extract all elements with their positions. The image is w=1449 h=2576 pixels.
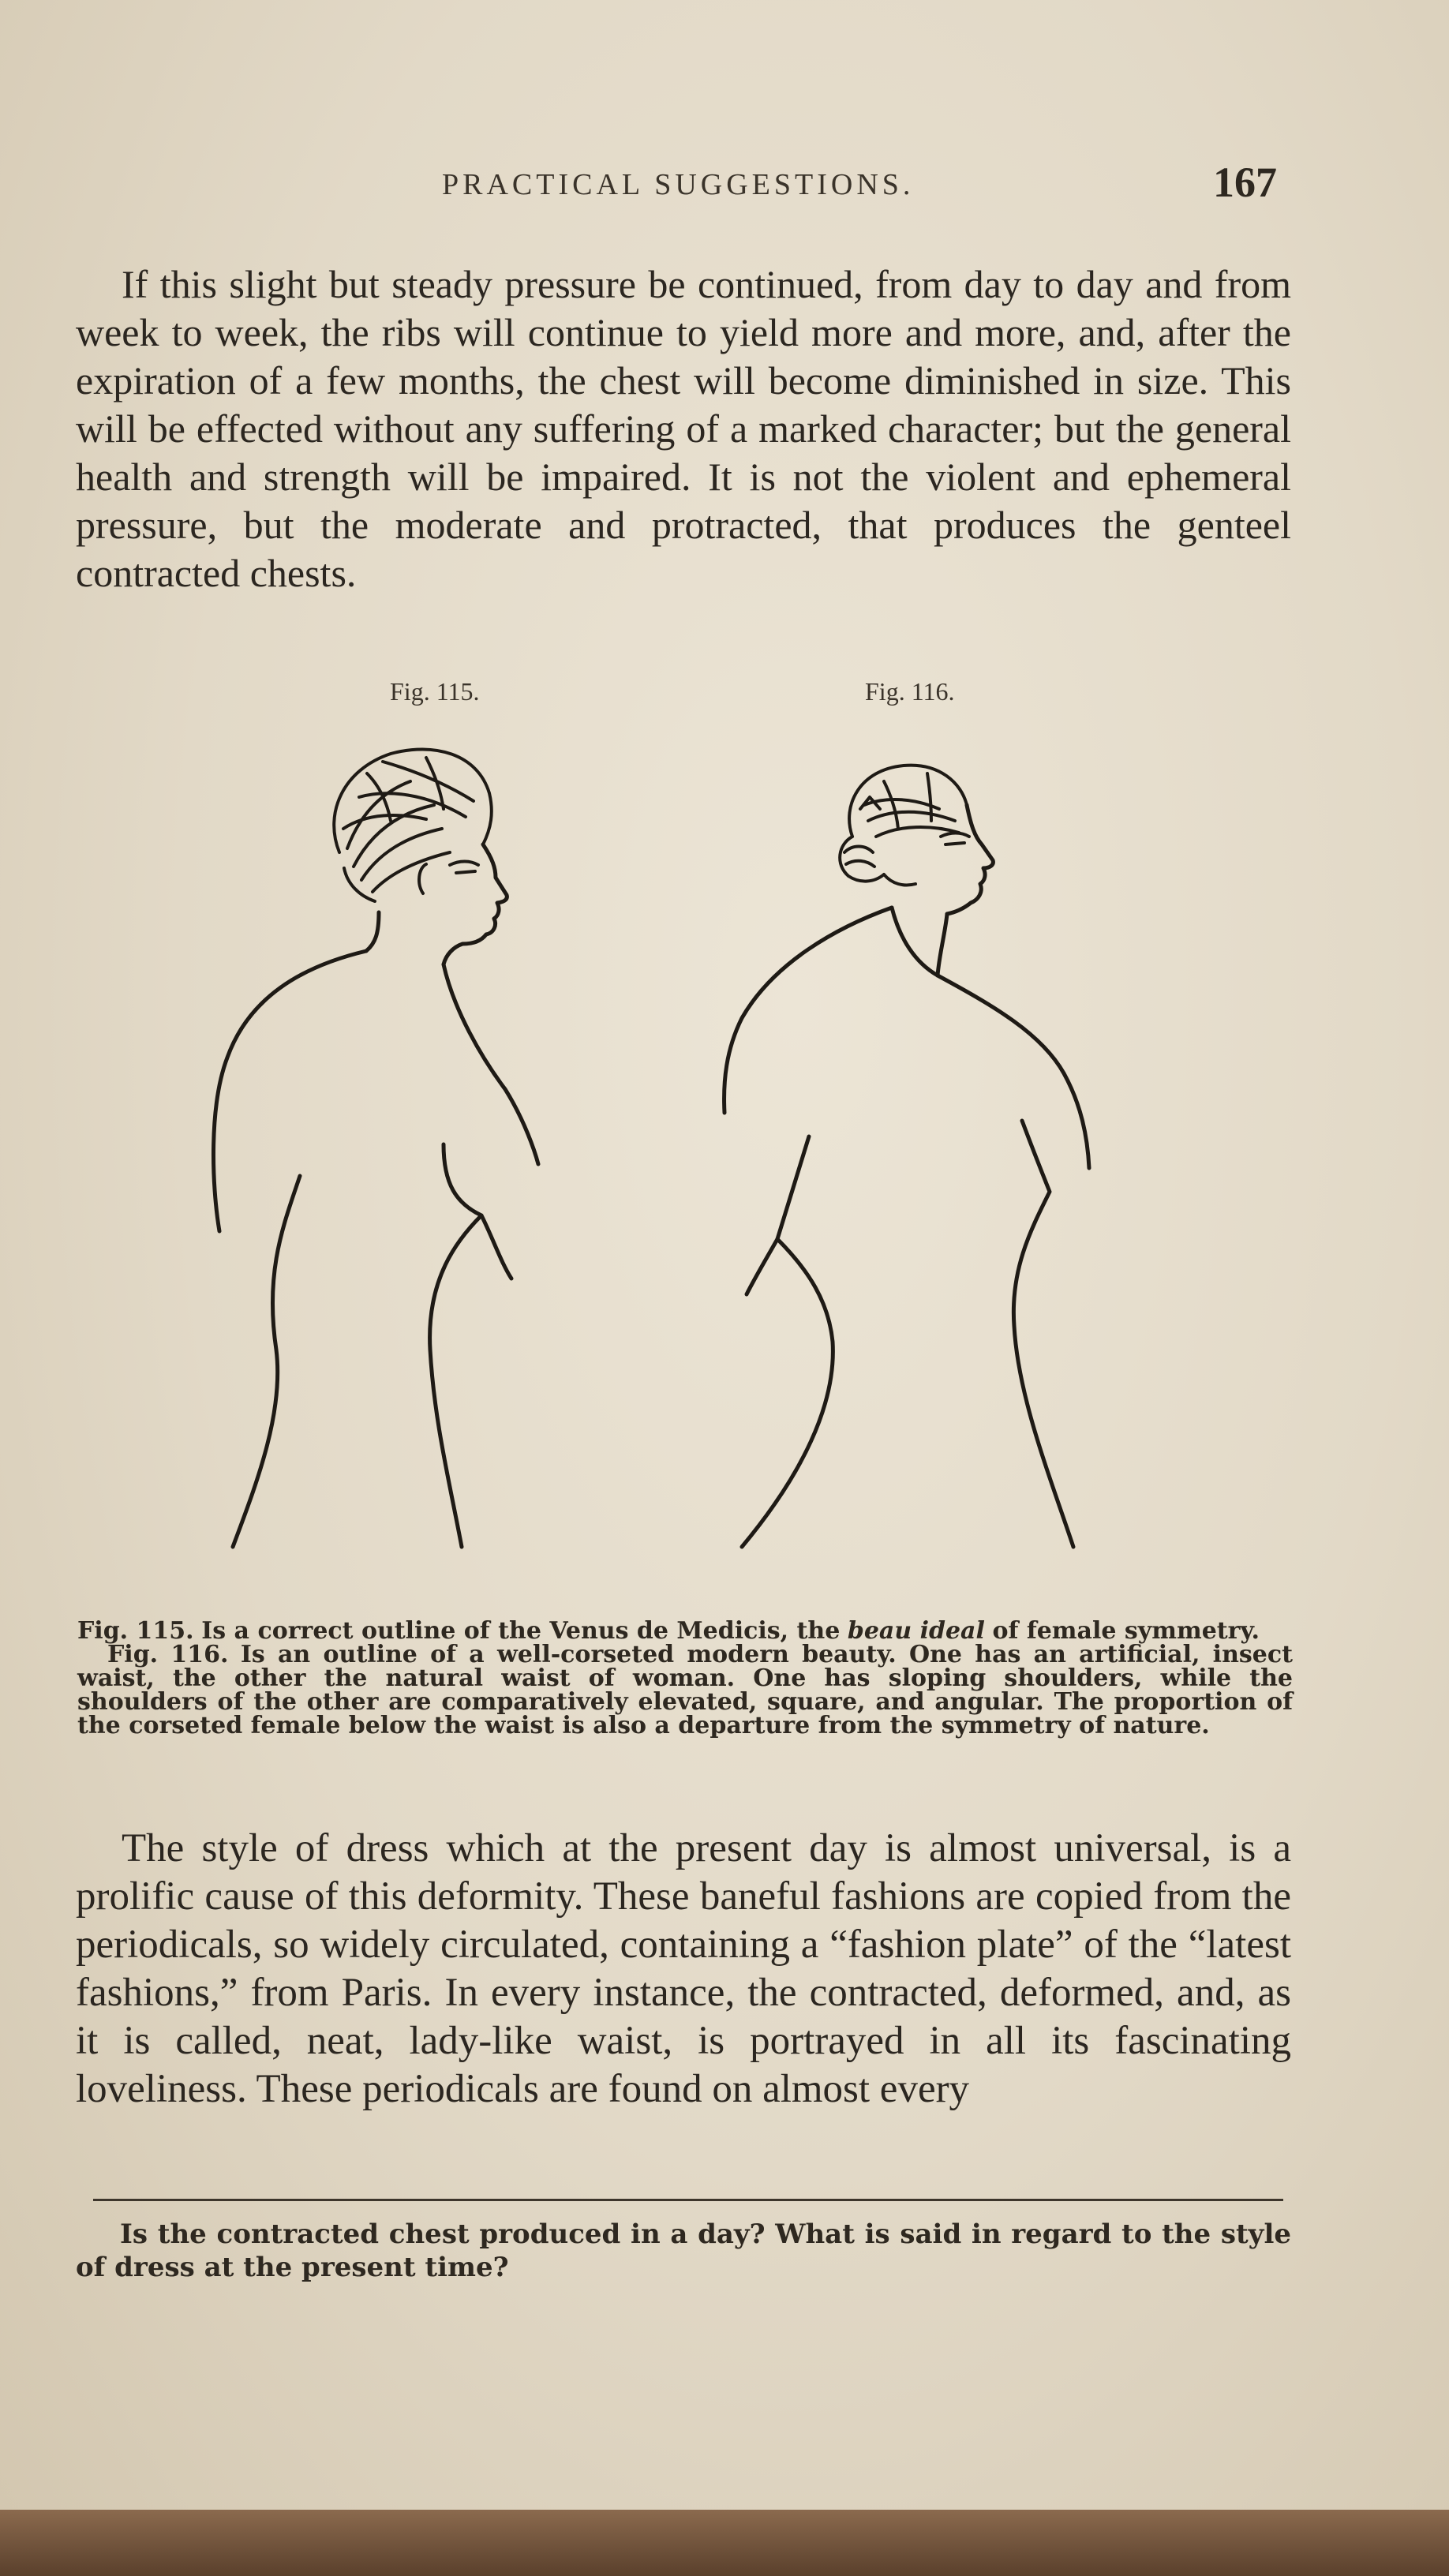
- fig-116-label: Fig. 116.: [865, 677, 955, 706]
- fig-115-right-arm-inner: [481, 1215, 511, 1279]
- review-questions: Is the contracted chest produced in a day? What is said in regard to the style of dress at the present time?: [76, 2218, 1291, 2283]
- caption-fig-115-italic: beau ideal: [847, 1617, 985, 1645]
- fig-115-right-torso: [430, 1144, 481, 1547]
- fig-116-neck: [892, 908, 938, 975]
- fig-115-left-torso: [233, 1176, 300, 1547]
- caption-fig-115: [77, 1619, 1293, 1643]
- fig-116-corseted-outline: [724, 766, 1089, 1547]
- fig-116-eye: [941, 833, 969, 845]
- fig-115-right-shoulder-arm: [444, 964, 538, 1164]
- fig-116-left-torso: [742, 1136, 833, 1547]
- fig-115-neck-back: [366, 912, 379, 951]
- fig-116-left-shoulder-arm: [724, 908, 892, 1113]
- fig-115-venus-outline: [213, 749, 538, 1547]
- caption-fig-116: [77, 1643, 1293, 1738]
- fig-115-ear: [419, 864, 426, 893]
- fig-116-neck-front: [938, 914, 947, 975]
- caption-fig-115-text-b: of female symmetry.: [992, 1617, 1260, 1645]
- fig-115-left-shoulder-arm: [213, 951, 366, 1231]
- fig-115-eye: [450, 862, 478, 874]
- fig-116-left-arm-inner: [747, 1239, 777, 1294]
- page-number: 167: [1213, 159, 1277, 206]
- caption-fig-116-lead: Fig. 116.: [107, 1641, 229, 1668]
- caption-fig-116-text: Is an outline of a well-corseted modern beauty. One has an artificial, insect waist, the other the natural waist of woman. One has sloping shoulders, while the shoulders of the other are comparatively elevated, square, and angular. The proportion of the corseted female below the waist is also a departure from the symmetry of nature.: [77, 1641, 1293, 1739]
- body-paragraph-2: The style of dress which at the present day is almost universal, is a prolific cause of this deformity. These baneful fashions are copied from the periodicals, so widely circulated, containing a “fashion plate” of the “latest fashions,” from Paris. In every instance, the contracted, deformed, and, as it is called, neat, lady-like waist, is portrayed in all its fascinating loveliness. These periodicals are found on almost every: [76, 1826, 1291, 2111]
- body-paragraph-1: If this slight but steady pressure be continued, from day to day and from week to week, the ribs will continue to yield more and more, and, after the expiration of a few months, the chest will become diminished in size. This will be effected without any suffering of a marked character; but the general health and strength will be impaired. It is not the violent and ephemeral pressure, but the moderate and protracted, that produces the genteel contracted chests.: [76, 262, 1291, 595]
- caption-fig-115-lead: Fig. 115.: [77, 1617, 194, 1645]
- figure-illustration: [189, 726, 1184, 1618]
- footnote-divider: [93, 2199, 1283, 2201]
- fig-116-right-torso: [1013, 1121, 1073, 1547]
- fig-115-hair: [334, 749, 492, 901]
- table-surface: [0, 2510, 1449, 2576]
- fig-115-label: Fig. 115.: [390, 677, 480, 706]
- fig-116-hair: [840, 766, 967, 886]
- figure-caption: [77, 1619, 1293, 1738]
- running-title: PRACTICAL SUGGESTIONS.: [442, 168, 915, 201]
- caption-fig-115-text-a: Is a correct outline of the Venus de Medicis, the: [201, 1617, 841, 1645]
- fig-116-right-shoulder-arm: [938, 975, 1089, 1168]
